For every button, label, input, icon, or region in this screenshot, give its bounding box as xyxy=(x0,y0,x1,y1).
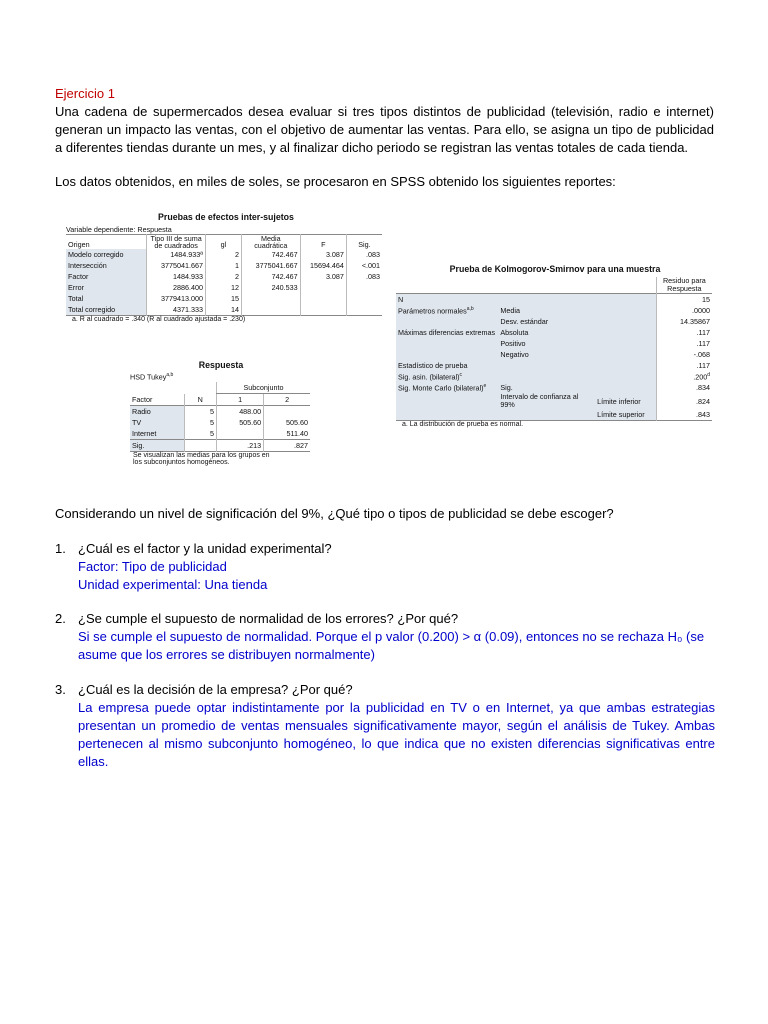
table-cell xyxy=(396,393,498,409)
table-cell: Negativo xyxy=(498,349,595,360)
tukey-note-1: Se visualizan las medias para los grupos en xyxy=(133,452,270,460)
ks-grid xyxy=(396,277,712,421)
anova-dependent-variable: Variable dependiente: Respuesta xyxy=(66,225,172,234)
table-cell: .200$^d$ xyxy=(656,371,712,382)
footnote-marker: c xyxy=(459,371,463,378)
anova-header: F xyxy=(300,235,346,250)
table-cell xyxy=(300,304,346,316)
table-cell: N xyxy=(396,294,498,306)
question-text: ¿Se cumple el supuesto de normalidad de los errores? ¿Por qué? xyxy=(78,611,459,626)
table-cell xyxy=(346,282,382,293)
table-cell: 4371.333 xyxy=(147,304,206,316)
table-cell: .213 xyxy=(217,440,264,452)
question-number: 2. xyxy=(55,611,66,626)
anova-header: Tipo III de suma de cuadrados xyxy=(147,235,206,250)
table-cell: 2 xyxy=(205,271,241,282)
table-cell xyxy=(595,316,656,327)
anova-header: Sig. xyxy=(346,235,382,250)
tukey-header: 1 xyxy=(217,394,264,406)
table-cell: .843 xyxy=(656,409,712,421)
table-cell: .0000 xyxy=(656,305,712,316)
table-row xyxy=(396,349,712,360)
answer-line: La empresa puede optar indistintamente por la publicidad en TV o en Internet, ya que ambas estrategias presentan un promedio de ventas mensuales significativamente mayor, según el análisis de Tukey. Ambas pertenecen al mismo subconjunto homogéneo, lo que indica que no existen diferencias significativas entre ellas. xyxy=(78,700,715,769)
table-cell: Sig. Monte Carlo (bilateral)$^e$ xyxy=(396,382,498,393)
table-cell xyxy=(346,293,382,304)
table-cell: Límite superior xyxy=(595,409,656,421)
answer-line: Factor: Tipo de publicidad xyxy=(78,559,227,574)
table-row xyxy=(396,409,712,421)
table-cell: Intersección xyxy=(66,260,147,271)
table-cell: 3775041.667 xyxy=(147,260,206,271)
table-cell: Sig. xyxy=(130,440,184,452)
table-cell: .083 xyxy=(346,249,382,260)
table-cell: .834 xyxy=(656,382,712,393)
table-cell: Modelo corregido xyxy=(66,249,147,260)
table-cell: 742.467 xyxy=(241,271,300,282)
table-cell: 2886.400 xyxy=(147,282,206,293)
question-number: 3. xyxy=(55,682,66,697)
table-row xyxy=(66,293,382,304)
table-cell: .117 xyxy=(656,360,712,371)
table-cell: Parámetros normales$^{a,b}$ xyxy=(396,305,498,316)
table-row xyxy=(396,305,712,316)
question-text: ¿Cuál es el factor y la unidad experimental? xyxy=(78,541,332,556)
ks-footnote: a. La distribución de prueba es normal. xyxy=(402,421,524,428)
table-cell: Media xyxy=(498,305,595,316)
tukey-subtitle-row xyxy=(130,372,312,381)
table-cell xyxy=(595,371,656,382)
footnote-marker: a,b xyxy=(466,305,474,312)
ks-table xyxy=(396,264,714,428)
table-cell: Máximas diferencias extremas xyxy=(396,327,498,338)
tukey-header: Factor xyxy=(132,395,153,405)
table-cell xyxy=(396,338,498,349)
table-cell xyxy=(184,440,217,452)
table-row xyxy=(396,316,712,327)
table-cell: Estadístico de prueba xyxy=(396,360,498,371)
table-cell xyxy=(498,371,595,382)
table-cell: 15 xyxy=(205,293,241,304)
question-3 xyxy=(55,681,715,771)
answer-line: Unidad experimental: Una tienda xyxy=(78,577,268,592)
table-cell: 5 xyxy=(184,417,217,428)
ks-column-header: Residuo para Respuesta xyxy=(656,277,712,294)
table-cell xyxy=(498,294,595,306)
table-cell: 3.087 xyxy=(300,271,346,282)
ks-title: Prueba de Kolmogorov-Smirnov para una muestra xyxy=(449,264,661,274)
table-cell xyxy=(595,327,656,338)
tukey-note-2: los subconjuntos homogéneos. xyxy=(133,459,230,467)
table-row xyxy=(396,371,712,382)
table-cell xyxy=(396,316,498,327)
table-row xyxy=(396,327,712,338)
table-cell xyxy=(396,349,498,360)
exercise-heading: Ejercicio 1 xyxy=(55,86,115,101)
table-cell xyxy=(217,428,264,440)
table-cell: Absoluta xyxy=(498,327,595,338)
table-row xyxy=(130,417,310,428)
table-row xyxy=(66,249,382,260)
question-paragraph: Considerando un nivel de significación del 9%, ¿Qué tipo o tipos de publicidad se debe escoger? xyxy=(55,506,614,521)
tukey-header: N xyxy=(184,394,217,406)
table-cell: .827 xyxy=(264,440,310,452)
anova-title: Pruebas de efectos inter-sujetos xyxy=(158,212,294,222)
table-cell: 2 xyxy=(205,249,241,260)
intro-paragraph: Una cadena de supermercados desea evaluar si tres tipos distintos de publicidad (televisión, radio e internet) generan un impacto las ventas, con el objetivo de aumentar las ventas. Para ello, se asigna un tipo de publicidad a diferentes tiendas durante un mes, y al finalizar dicho periodo se registran las ventas totales de cada tienda. xyxy=(55,104,714,155)
table-cell: 1 xyxy=(205,260,241,271)
table-cell: TV xyxy=(130,417,184,428)
table-cell: 5 xyxy=(184,406,217,418)
anova-header: Media cuadrática xyxy=(241,235,300,250)
table-row xyxy=(66,260,382,271)
anova-header: Origen xyxy=(68,240,90,249)
table-cell: .117 xyxy=(656,327,712,338)
table-cell: 3779413.000 xyxy=(147,293,206,304)
table-cell: 240.533 xyxy=(241,282,300,293)
table-cell: 511.40 xyxy=(264,428,310,440)
table-cell: 12 xyxy=(205,282,241,293)
table-cell xyxy=(498,409,595,421)
table-cell xyxy=(346,304,382,316)
table-cell xyxy=(264,406,310,418)
table-cell xyxy=(300,293,346,304)
table-cell: Intervalo de confianza al 99% xyxy=(498,393,595,409)
question-text: ¿Cuál es la decisión de la empresa? ¿Por qué? xyxy=(78,682,353,697)
anova-header: gl xyxy=(205,235,241,250)
table-cell xyxy=(595,294,656,306)
table-cell: Total xyxy=(66,293,147,304)
table-cell: Internet xyxy=(130,428,184,440)
table-cell xyxy=(595,338,656,349)
table-cell: Total corregido xyxy=(66,304,147,316)
table-cell: 14 xyxy=(205,304,241,316)
tukey-table xyxy=(130,360,312,466)
table-cell xyxy=(300,282,346,293)
question-number: 1. xyxy=(55,541,66,556)
table-cell: .117 xyxy=(656,338,712,349)
question-2 xyxy=(55,610,715,664)
table-cell: 5 xyxy=(184,428,217,440)
table-cell xyxy=(595,349,656,360)
tukey-grid xyxy=(130,382,310,452)
table-row xyxy=(66,304,382,316)
table-row xyxy=(396,294,712,306)
table-cell: Positivo xyxy=(498,338,595,349)
table-cell xyxy=(595,305,656,316)
table-cell xyxy=(595,382,656,393)
table-row xyxy=(130,440,310,452)
table-row xyxy=(130,428,310,440)
table-cell: 505.60 xyxy=(217,417,264,428)
table-cell: Error xyxy=(66,282,147,293)
table-cell: <.001 xyxy=(346,260,382,271)
table-cell: 15694.464 xyxy=(300,260,346,271)
table-row xyxy=(66,282,382,293)
table-cell: 1484.933 xyxy=(147,271,206,282)
table-cell: 3775041.667 xyxy=(241,260,300,271)
table-cell: Desv. estándar xyxy=(498,316,595,327)
tukey-subtitle-sup: a,b xyxy=(166,372,174,378)
tukey-title: Respuesta xyxy=(198,360,244,370)
table-cell: Límite inferior xyxy=(595,393,656,409)
table-cell xyxy=(241,304,300,316)
footnote-marker: e xyxy=(483,382,487,389)
anova-footnote: a. R al cuadrado = .340 (R al cuadrado ajustada = .230) xyxy=(72,316,246,323)
tukey-header: 2 xyxy=(264,394,310,406)
anova-grid xyxy=(66,234,382,316)
data-paragraph: Los datos obtenidos, en miles de soles, se procesaron en SPSS obtenido los siguientes reportes: xyxy=(55,174,616,189)
table-row xyxy=(130,406,310,418)
table-cell: -.068 xyxy=(656,349,712,360)
question-1 xyxy=(55,540,715,594)
anova-table xyxy=(66,212,386,323)
tukey-subset-header: Subconjunto xyxy=(217,382,311,394)
table-row xyxy=(396,360,712,371)
table-cell xyxy=(498,360,595,371)
table-cell: 15 xyxy=(656,294,712,306)
tukey-subtitle: HSD Tukey xyxy=(130,372,167,382)
table-cell: 1484.933ª xyxy=(147,249,206,260)
footnote-marker: d xyxy=(707,371,710,378)
table-cell: 3.087 xyxy=(300,249,346,260)
table-cell: 14.35867 xyxy=(656,316,712,327)
table-cell: .824 xyxy=(656,393,712,409)
table-cell: Radio xyxy=(130,406,184,418)
table-cell: Factor xyxy=(66,271,147,282)
table-cell: .083 xyxy=(346,271,382,282)
table-cell xyxy=(595,360,656,371)
table-cell: 505.60 xyxy=(264,417,310,428)
table-cell: Sig. xyxy=(498,382,595,393)
table-cell: Sig. asin. (bilateral)$^c$ xyxy=(396,371,498,382)
table-row xyxy=(396,338,712,349)
table-cell: 742.467 xyxy=(241,249,300,260)
table-cell xyxy=(241,293,300,304)
table-row xyxy=(66,271,382,282)
answer-line: Si se cumple el supuesto de normalidad. Porque el p valor (0.200) > α (0.09), entonces no se rechaza H₀ (se asume que los errores se distribuyen normalmente) xyxy=(78,629,705,662)
table-row xyxy=(396,393,712,409)
table-cell xyxy=(396,409,498,421)
table-cell: 488.00 xyxy=(217,406,264,418)
